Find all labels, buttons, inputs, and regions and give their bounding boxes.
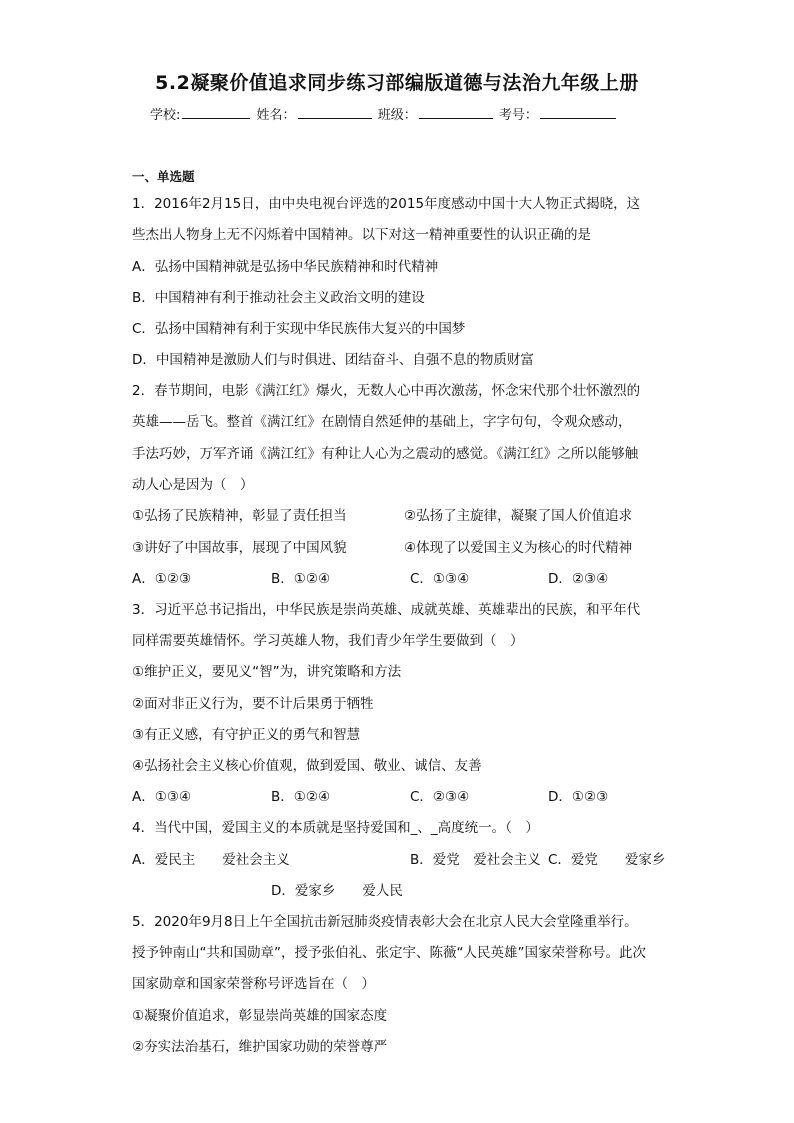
q2-statement-2: ②弘扬了主旋律，凝聚了国人价值追求 [404, 508, 633, 524]
q1-option-b: B．中国精神有利于推动社会主义政治文明的建设 [132, 290, 425, 306]
q2-option-a: A．①②③ [132, 571, 192, 587]
student-info-row [150, 104, 618, 123]
page-title: 5.2凝聚价值追求同步练习部编版道德与法治九年级上册 [155, 72, 639, 94]
school-blank[interactable] [182, 106, 250, 119]
q5-statement-2: ②夯实法治基石，维护国家功勋的荣誉尊严 [132, 1039, 388, 1055]
q3-stem-line-1: 3．习近平总书记指出，中华民族是崇尚英雄、成就英雄、英雄辈出的民族，和平年代 [132, 602, 641, 618]
q2-stem-line-4: 动人心是因为（ ） [132, 477, 254, 493]
q2-stem-line-1: 2．春节期间，电影《满江红》爆火，无数人心中再次激荡，怀念宋代那个壮怀激烈的 [132, 383, 641, 399]
q3-option-b: B．①②④ [271, 789, 331, 805]
q3-option-a: A．①③④ [132, 789, 192, 805]
name-label: 姓名： [256, 108, 296, 123]
class-label: 班级： [377, 108, 417, 123]
q3-statement-4: ④弘扬社会主义核心价值观，做到爱国、敬业、诚信、友善 [132, 758, 482, 774]
q2-option-b: B．①②④ [271, 571, 331, 587]
q1-option-c: C．弘扬中国精神有利于实现中华民族伟大复兴的中国梦 [132, 321, 466, 337]
q2-stem-line-3: 手法巧妙，万军齐诵《满江红》有种让人心为之震动的感觉。《满江红》之所以能够触 [132, 446, 639, 462]
q5-stem-line-2: 授予钟南山“共和国勋章”，授予张伯礼、张定宇、陈薇“人民英雄”国家荣誉称号。此次 [132, 945, 646, 961]
q4-option-c: C．爱党 爱家乡 [548, 852, 666, 868]
q3-statement-2: ②面对非正义行为，要不计后果勇于牺牲 [132, 696, 374, 712]
q4-stem: 4．当代中国，爱国主义的本质就是坚持爱国和_、_高度统一。（ ） [132, 820, 539, 836]
number-blank[interactable] [540, 106, 616, 119]
q5-stem-line-3: 国家勋章和国家荣誉称号评选旨在（ ） [132, 976, 375, 992]
q4-option-a: A．爱民主 爱社会主义 [132, 852, 290, 868]
q3-statement-3: ③有正义感，有守护正义的勇气和智慧 [132, 727, 361, 743]
q1-stem-line-1: 1．2016年2月15日，由中央电视台评选的2015年度感动中国十大人物正式揭晓，这 [132, 196, 641, 212]
q3-option-d: D．①②③ [548, 789, 609, 805]
number-label: 考号： [498, 108, 538, 123]
q3-statement-1: ①维护正义，要见义“智”为，讲究策略和方法 [132, 664, 402, 680]
q1-stem-line-2: 些杰出人物身上无不闪烁着中国精神。以下对这一精神重要性的认识正确的是 [132, 227, 591, 243]
q3-stem-line-2: 同样需要英雄情怀。学习英雄人物，我们青少年学生要做到（ ） [132, 633, 524, 649]
q2-stem-line-2: 英雄——岳飞。整首《满江红》在剧情自然延伸的基础上，字字句句，令观众感动， [132, 414, 632, 430]
q2-statement-4: ④体现了以爱国主义为核心的时代精神 [404, 540, 633, 556]
section-heading: 一、单选题 [132, 169, 195, 184]
q5-stem-line-1: 5．2020年9月8日上午全国抗击新冠肺炎疫情表彰大会在北京人民大会堂隆重举行。 [132, 914, 638, 930]
school-label: 学校: [150, 108, 181, 123]
q4-option-d: D．爱家乡 爱人民 [271, 883, 403, 899]
q1-option-d: D．中国精神是激励人们与时俱进、团结奋斗、自强不息的物质财富 [132, 352, 534, 368]
q2-statement-3: ③讲好了中国故事，展现了中国风貌 [132, 540, 347, 556]
q2-statement-1: ①弘扬了民族精神，彰显了责任担当 [132, 508, 347, 524]
q5-statement-1: ①凝聚价值追求，彰显崇尚英雄的国家态度 [132, 1008, 388, 1024]
q1-option-a: A．弘扬中国精神就是弘扬中华民族精神和时代精神 [132, 259, 439, 275]
class-blank[interactable] [419, 106, 493, 119]
name-blank[interactable] [298, 106, 372, 119]
q3-option-c: C．②③④ [410, 789, 470, 805]
q2-option-c: C．①③④ [410, 571, 470, 587]
q2-option-d: D．②③④ [548, 571, 609, 587]
q4-option-b: B．爱党 爱社会主义 [410, 852, 541, 868]
